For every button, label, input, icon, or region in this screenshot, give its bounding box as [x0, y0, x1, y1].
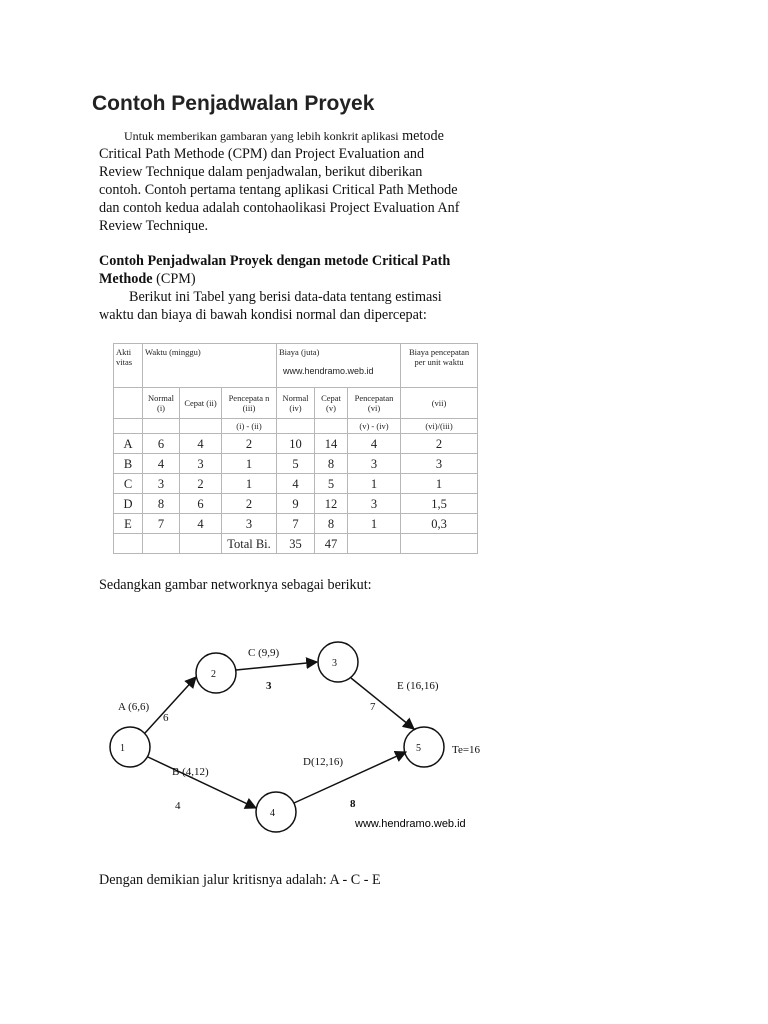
cell: 7	[277, 514, 315, 534]
intro-lead-big: metode	[402, 128, 444, 144]
intro-line: Critical Path Methode (CPM) dan Project Evaluation and	[99, 146, 425, 162]
conclusion: Dengan demikian jalur kritisnya adalah: A - C - E	[99, 872, 381, 888]
cell: 12	[315, 494, 348, 514]
activity-c-label: C (9,9)	[248, 647, 280, 659]
section-heading: Contoh Penjadwalan Proyek dengan metode Critical Path	[99, 253, 451, 269]
subheader-normal-iv: Normal (iv)	[277, 388, 315, 419]
cell: B	[114, 454, 143, 474]
total-label: Total Bi.	[222, 534, 277, 554]
cell: 4	[180, 434, 222, 454]
section-block	[99, 252, 509, 324]
empty-cell	[180, 534, 222, 554]
cell: 1	[222, 474, 277, 494]
activity-d-label: D(12,16)	[303, 756, 344, 768]
edge-a	[145, 677, 196, 733]
cell: 8	[143, 494, 180, 514]
node-3-circle	[318, 642, 358, 682]
section-heading-cont: Methode	[99, 271, 153, 287]
cell: 9	[277, 494, 315, 514]
activity-e-weight: 7	[370, 701, 376, 713]
intro-lead-small: Untuk memberikan gambaran yang lebih konkrit aplikasi	[124, 129, 399, 143]
subheader-cepat-ii: Cepat (ii)	[180, 388, 222, 419]
cell: 2	[401, 434, 478, 454]
cell: 1	[222, 454, 277, 474]
network-diagram	[0, 620, 768, 840]
activity-d-weight: 8	[350, 798, 356, 810]
table-row	[114, 474, 478, 494]
node-5-circle	[404, 727, 444, 767]
cell: 3	[180, 454, 222, 474]
total-row	[114, 534, 478, 554]
subheader-vii: (vii)	[401, 388, 478, 419]
cell: 1	[401, 474, 478, 494]
subheader-cepat-v: Cepat (v)	[315, 388, 348, 419]
cell: 3	[143, 474, 180, 494]
header-biaya	[277, 344, 401, 388]
page-title: Contoh Penjadwalan Proyek	[92, 92, 375, 115]
cell: 4	[180, 514, 222, 534]
cell: 6	[180, 494, 222, 514]
node-4-circle	[256, 792, 296, 832]
empty-cell	[348, 534, 401, 554]
node-1-circle	[110, 727, 150, 767]
cell: 5	[277, 454, 315, 474]
cell: 0,3	[401, 514, 478, 534]
cell: A	[114, 434, 143, 454]
cell: 10	[277, 434, 315, 454]
node-3-label: 3	[332, 658, 337, 669]
cell: 3	[222, 514, 277, 534]
te-label: Te=16	[452, 744, 481, 756]
cell: 8	[315, 514, 348, 534]
empty-cell	[114, 388, 143, 419]
cell: 8	[315, 454, 348, 474]
cell: 6	[143, 434, 180, 454]
node-4-label: 4	[270, 808, 275, 819]
section-heading-suffix: (CPM)	[152, 271, 196, 287]
cell: 3	[348, 454, 401, 474]
cell: 1	[348, 474, 401, 494]
table-row	[114, 454, 478, 474]
cell: E	[114, 514, 143, 534]
table-row	[114, 514, 478, 534]
edge-b	[148, 757, 256, 808]
header-biaya-label: Biaya (juta)	[279, 347, 320, 357]
empty-cell	[315, 419, 348, 434]
empty-cell	[180, 419, 222, 434]
header-aktivitas: Akti vitas	[114, 344, 143, 388]
intro-line: contoh. Contoh pertama tentang aplikasi Critical Path Methode	[99, 182, 458, 198]
intro-line: dan contoh kedua adalah contohaolikasi Project Evaluation Anf	[99, 200, 460, 216]
cell: 14	[315, 434, 348, 454]
activity-e-label: E (16,16)	[397, 680, 439, 692]
node-1-label: 1	[120, 743, 125, 754]
cell: 3	[401, 454, 478, 474]
activity-a-label: A (6,6)	[118, 701, 150, 713]
cell: 2	[222, 434, 277, 454]
subheader-pencepatan-vi: Pencepatan (vi)	[348, 388, 401, 419]
empty-cell	[143, 534, 180, 554]
estimation-table-wrapper	[113, 343, 477, 554]
cell: 1,5	[401, 494, 478, 514]
intro-line: Review Technique dalam penjadwalan, berikut diberikan	[99, 164, 423, 180]
total-normal: 35	[277, 534, 315, 554]
activity-a-weight: 6	[163, 712, 169, 724]
empty-cell	[114, 419, 143, 434]
cell: 5	[315, 474, 348, 494]
header-waktu: Waktu (minggu)	[143, 344, 277, 388]
section-body-line: waktu dan biaya di bawah kondisi normal dan dipercepat:	[99, 307, 427, 323]
network-intro: Sedangkan gambar networknya sebagai berikut:	[99, 577, 372, 593]
subheader-pencepatan-iii: Pencepata n (iii)	[222, 388, 277, 419]
intro-line: Review Technique.	[99, 218, 209, 234]
section-body-line: Berikut ini Tabel yang berisi data-data tentang estimasi	[129, 289, 442, 305]
empty-cell	[401, 534, 478, 554]
intro-paragraph	[99, 127, 509, 235]
empty-cell	[114, 534, 143, 554]
activity-c-weight: 3	[266, 680, 272, 692]
table-row	[114, 434, 478, 454]
total-cepat: 47	[315, 534, 348, 554]
cell: 2	[180, 474, 222, 494]
network-watermark: www.hendramo.web.id	[355, 818, 466, 830]
node-2-label: 2	[211, 669, 216, 680]
cell: C	[114, 474, 143, 494]
formula-vii: (vi)/(iii)	[401, 419, 478, 434]
table-watermark: www.hendramo.web.id	[283, 366, 374, 376]
activity-b-weight: 4	[175, 800, 181, 812]
cell: 7	[143, 514, 180, 534]
cell: 1	[348, 514, 401, 534]
formula-iii: (i) - (ii)	[222, 419, 277, 434]
cell: 4	[143, 454, 180, 474]
empty-cell	[143, 419, 180, 434]
cell: 4	[277, 474, 315, 494]
node-5-label: 5	[416, 743, 421, 754]
cell: D	[114, 494, 143, 514]
cell: 4	[348, 434, 401, 454]
activity-b-label: B (4,12)	[172, 766, 209, 778]
estimation-table	[113, 343, 478, 554]
cell: 2	[222, 494, 277, 514]
header-biaya-per-unit: Biaya pencepatan per unit waktu	[401, 344, 478, 388]
edge-c	[236, 662, 317, 670]
node-2-circle	[196, 653, 236, 693]
empty-cell	[277, 419, 315, 434]
subheader-normal-i: Normal (i)	[143, 388, 180, 419]
cell: 3	[348, 494, 401, 514]
table-row	[114, 494, 478, 514]
formula-vi: (v) - (iv)	[348, 419, 401, 434]
